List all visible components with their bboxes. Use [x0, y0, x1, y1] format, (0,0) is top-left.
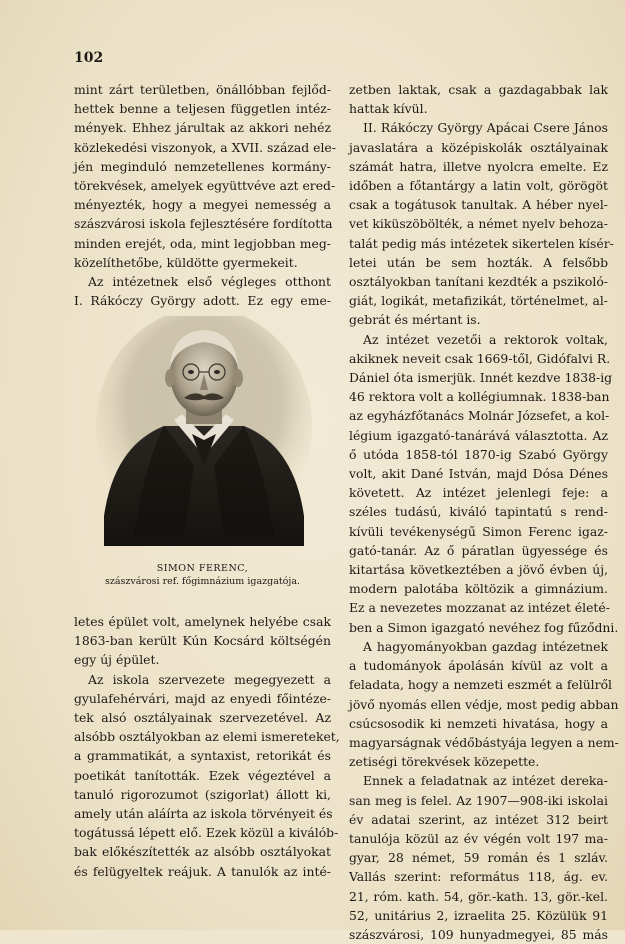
text-line: év adatai szerint, az intézet 312 beirt	[349, 811, 608, 827]
text-line: az egyházfőtanács Molnár Józsefet, a kol-	[349, 408, 610, 424]
text-line: gató-tanár. Az ő páratlan ügyessége és	[349, 542, 608, 558]
text-line: közlekedési viszonyok, a XVII. század ele-	[74, 139, 336, 155]
text-line: gebrát és mértant is.	[349, 312, 481, 328]
text-line: tanulója közül az év végén volt 197 ma-	[349, 830, 608, 846]
text-line: Az intézet vezetői a rektorok voltak,	[363, 331, 608, 347]
text-line: 21, róm. kath. 54, gör.-kath. 13, gör.-kel.	[349, 888, 608, 904]
text-line: zetben laktak, csak a gazdagabbak lak	[349, 82, 608, 97]
text-line: osztályokban tanítani kezdték a pszikoló-	[349, 274, 608, 290]
text-line: amely után aláírta az iskola törvényeit és	[74, 806, 333, 822]
text-line: Az intézetnek első végleges otthont	[88, 274, 331, 290]
text-line: san meg is felel. Az 1907—908-iki iskolai	[349, 792, 608, 808]
text-line: gyulafehérvári, majd az enyedi főintéze-	[74, 690, 331, 706]
text-line: feladata, hogy a nemzeti eszmét a felülről	[349, 677, 612, 693]
text-line: akiknek neveit csak 1669-től, Gidófalvi R.	[349, 350, 611, 366]
text-line: Ennek a feladatnak az intézet dereka-	[363, 773, 608, 789]
text-line: Ez a nevezetes mozzanat az intézet életé-	[349, 600, 610, 616]
text-line: magyarságnak védőbástyája legyen a nem-	[349, 734, 619, 750]
text-line: minden erejét, oda, mint legjobban meg-	[74, 235, 331, 251]
text-line: kívüli tevékenységű Simon Ferenc igaz-	[349, 523, 608, 539]
portrait-photo	[94, 316, 314, 556]
text-line: mint zárt területben, önállóbban fejlőd-	[74, 82, 331, 97]
text-line: A hagyományokban gazdag intézetnek	[363, 638, 608, 654]
text-line: kitartása következtében a jövő évben új,	[349, 562, 608, 578]
text-line: volt, akit Dané István, majd Dósa Dénes	[349, 466, 608, 482]
text-line: a tudományok ápolásán kívül az volt a	[349, 658, 608, 674]
page-number: 102	[74, 50, 104, 66]
text-line: Az iskola szervezete megegyezett a	[88, 671, 331, 687]
text-line: Vallás szerint: református 118, ág. ev.	[349, 869, 608, 885]
text-line: vet kiküszöbölték, a német nyelv behoza-	[349, 216, 608, 232]
text-line: törekvések, amelyek együttvéve azt ered-	[74, 178, 336, 194]
portrait-caption-subtitle: szászvárosi ref. főgimnázium igazgatója.	[104, 576, 301, 587]
text-line: modern palotába költözik a gimnázium.	[349, 581, 608, 597]
portrait-caption-name: SIMON FERENC,	[156, 563, 249, 574]
text-line: togátussá lépett elő. Ezek közül a kiválób-	[74, 825, 339, 841]
text-line: jövő nyomás ellen védje, most pedig abban	[349, 696, 619, 712]
text-line: letei után be sem hozták. A felsőbb	[349, 254, 608, 270]
text-line: II. Rákóczy György Apácai Csere János	[363, 120, 608, 136]
text-line: talát pedig más intézetek sikertelen kísér-	[349, 235, 614, 251]
left-column-bottom	[74, 612, 340, 881]
text-line: 1863-ban került Kún Kocsárd költségén	[74, 633, 331, 649]
text-line: alsóbb osztályokban az elemi ismereteket,	[74, 729, 340, 745]
text-line: tek alsó osztályainak szervezetével. Az	[74, 710, 331, 726]
text-line: zetiségi törekvések közepette.	[349, 754, 540, 770]
text-line: számát hatra, illetve nyolcra emelte. Ez	[349, 158, 608, 174]
text-line: követett. Az intézet jelenlegi feje: a	[349, 485, 608, 501]
text-line: széles tudású, kiváló tapintatú s rend-	[349, 504, 608, 520]
text-line: I. Rákóczy György adott. Ez egy eme-	[74, 293, 331, 309]
text-line: 46 rektora volt a kollégiumnak. 1838-ban	[349, 389, 610, 405]
text-line: gyar, 28 német, 59 román és 1 szláv.	[349, 850, 608, 866]
text-line: hettek benne a teljesen független intéz-	[74, 101, 331, 117]
text-line: légium igazgató-tanárává választotta. Az	[349, 427, 608, 443]
text-line: egy új épület.	[74, 652, 160, 668]
text-line: csak a togátusok tanultak. A héber nyel-	[349, 197, 608, 213]
text-line: időben a főtantárgy a latin volt, görögöt	[349, 178, 608, 194]
text-line: mények. Ehhez járultak az akkori nehéz	[74, 120, 331, 136]
text-line: szászvárosi iskola fejlesztésére fordította	[74, 216, 333, 232]
text-line: ben a Simon igazgató nevéhez fog fűződni.	[349, 619, 619, 635]
text-line: poetikát tanították. Ezek végeztével a	[74, 767, 331, 783]
text-line: 52, unitárius 2, izraelita 25. Közülük 91	[349, 907, 608, 923]
text-line: Dániel óta ismerjük. Innét kezdve 1838-ig	[349, 370, 613, 386]
text-line: a grammatikát, a syntaxist, retorikát és	[74, 748, 331, 764]
text-line: bak előkészítették az alsóbb osztályokat	[74, 844, 331, 860]
text-line: giát, logikát, metafizikát, történelmet, al-	[349, 293, 608, 309]
text-line: javaslatára a középiskolák osztályainak	[349, 139, 608, 155]
text-line: tanuló rigorozumot (szigorlat) állott ki,	[74, 786, 331, 802]
text-line: jén meginduló nemzetellenes kormány-	[74, 158, 331, 174]
text-line: csúcsosodik ki nemzeti hivatása, hogy a	[349, 715, 608, 731]
text-line: közelíthetőbe, küldötte gyermekeit.	[74, 254, 298, 270]
text-line: letes épület volt, amelynek helyébe csak	[74, 614, 331, 629]
text-line: hattak kívül.	[349, 101, 428, 117]
right-column	[349, 80, 619, 944]
text-line: szászvárosi, 109 hunyadmegyei, 85 más	[349, 926, 608, 942]
left-column-top	[74, 80, 336, 310]
text-line: és felügyeltek reájuk. A tanulók az inté-	[74, 863, 331, 879]
text-line: ő utóda 1858-tól 1870-ig Szabó György	[349, 446, 608, 462]
text-line: ményezték, hogy a megyei nemesség a	[74, 197, 331, 213]
